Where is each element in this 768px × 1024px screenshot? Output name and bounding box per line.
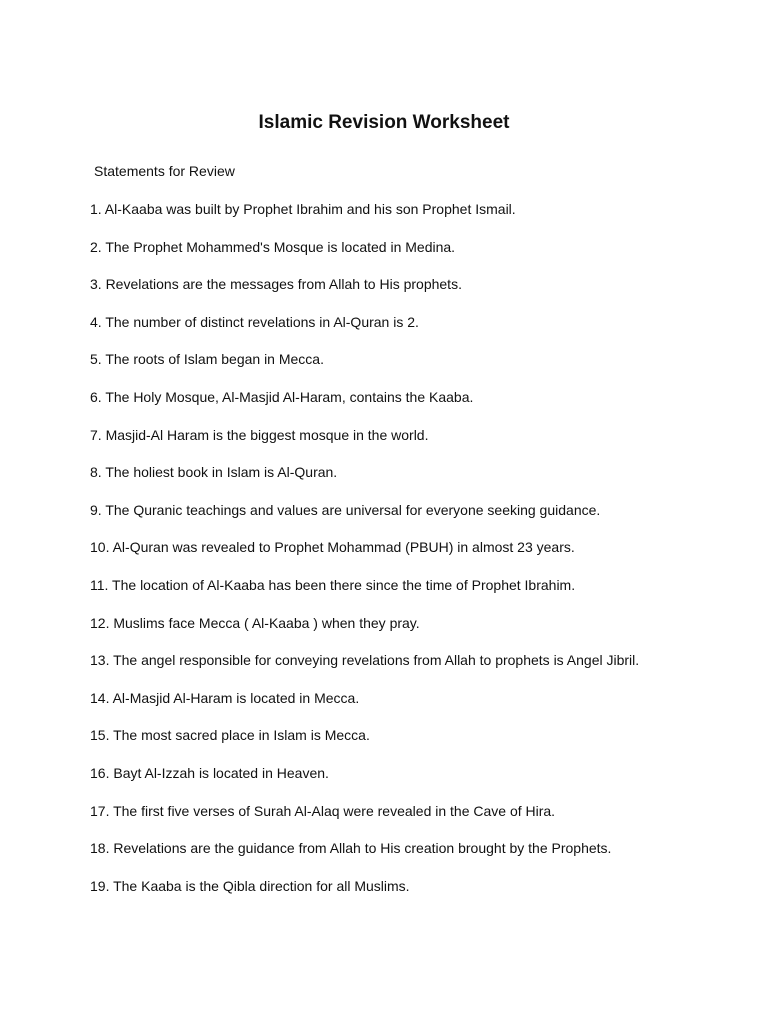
statement-item: 8. The holiest book in Islam is Al-Quran.: [90, 464, 338, 481]
statement-item: 5. The roots of Islam began in Mecca.: [90, 351, 324, 368]
statement-item: 7. Masjid-Al Haram is the biggest mosque in the world.: [90, 426, 429, 443]
statement-item: 14. Al-Masjid Al-Haram is located in Mecca.: [90, 689, 360, 706]
statement-item: 1. Al-Kaaba was built by Prophet Ibrahim and his son Prophet Ismail.: [90, 201, 516, 217]
statement-item: 19. The Kaaba is the Qibla direction for all Muslims.: [90, 877, 410, 894]
statement-item: 17. The first five verses of Surah Al-Alaq were revealed in the Cave of Hira.: [90, 802, 556, 819]
statement-item: 11. The location of Al-Kaaba has been there since the time of Prophet Ibrahim.: [90, 576, 576, 593]
statement-item: 12. Muslims face Mecca ( Al-Kaaba ) when they pray.: [90, 614, 420, 631]
statement-item: 4. The number of distinct revelations in Al-Quran is 2.: [90, 313, 419, 330]
statement-item: 16. Bayt Al-Izzah is located in Heaven.: [90, 764, 329, 781]
statement-item: 13. The angel responsible for conveying revelations from Allah to prophets is Angel Jibril.: [90, 652, 640, 669]
page-title: Islamic Revision Worksheet: [258, 112, 510, 133]
section-subtitle: Statements for Review: [94, 163, 235, 179]
statement-item: 2. The Prophet Mohammed's Mosque is located in Medina.: [90, 238, 456, 255]
statement-item: 6. The Holy Mosque, Al-Masjid Al-Haram, contains the Kaaba.: [90, 388, 474, 405]
statement-list: [90, 200, 639, 914]
statement-item: 9. The Quranic teachings and values are universal for everyone seeking guidance.: [90, 501, 601, 518]
statement-item: 18. Revelations are the guidance from Allah to His creation brought by the Prophets.: [90, 840, 612, 857]
statement-item: 15. The most sacred place in Islam is Mecca.: [90, 727, 370, 744]
statement-item: 3. Revelations are the messages from Allah to His prophets.: [90, 276, 462, 293]
statement-item: 10. Al-Quran was revealed to Prophet Mohammad (PBUH) in almost 23 years.: [90, 539, 575, 556]
